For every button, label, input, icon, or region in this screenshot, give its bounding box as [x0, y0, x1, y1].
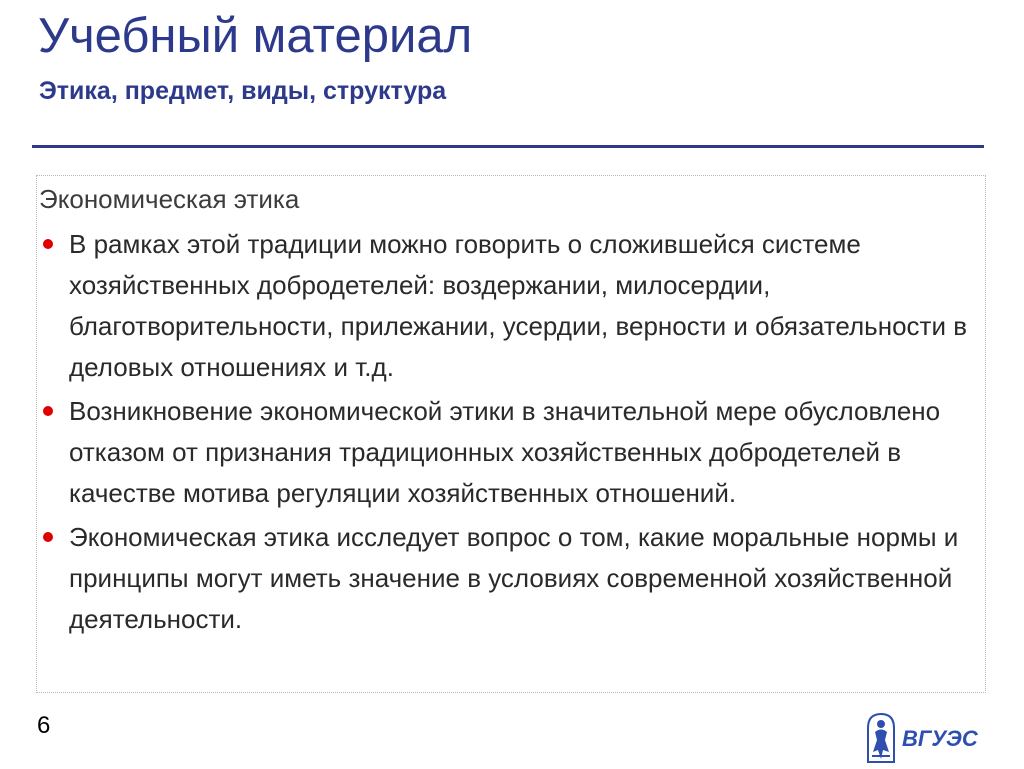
- title-divider: [32, 145, 984, 148]
- page-number: 6: [37, 712, 51, 739]
- bullet-item-3: [37, 517, 985, 640]
- bullet-list: [37, 224, 985, 643]
- bullet-item-1: [37, 224, 985, 388]
- slide-title: Учебный материал: [38, 9, 473, 63]
- bullet-text: В рамках этой традиции можно говорить о сложившейся системе хозяйственных добродетелей: воздержании, милосердии, благотворительности, прилежании, усердии, верности и обязательности в деловых отношениях и т.д.: [69, 229, 968, 382]
- bullet-text: Экономическая этика исследует вопрос о том, какие моральные нормы и принципы могут иметь значение в условиях современной хозяйственной деятельности.: [69, 522, 959, 634]
- bullet-icon: [43, 239, 53, 249]
- slide-subtitle: Этика, предмет, виды, структура: [39, 77, 447, 105]
- logo-wordmark: ВГУЭС: [902, 726, 978, 751]
- section-heading: Экономическая этика: [39, 184, 300, 214]
- bullet-text: Возникновение экономической этики в значительной мере обусловлено отказом от признания традиционных хозяйственных добродетелей в качестве мотива регуляции хозяйственных отношений.: [69, 396, 941, 508]
- bullet-icon: [43, 532, 53, 542]
- university-logo: [864, 712, 988, 764]
- bullet-icon: [43, 406, 53, 416]
- content-box: [36, 175, 986, 693]
- university-emblem-icon: [864, 712, 988, 764]
- bullet-item-2: [37, 391, 985, 514]
